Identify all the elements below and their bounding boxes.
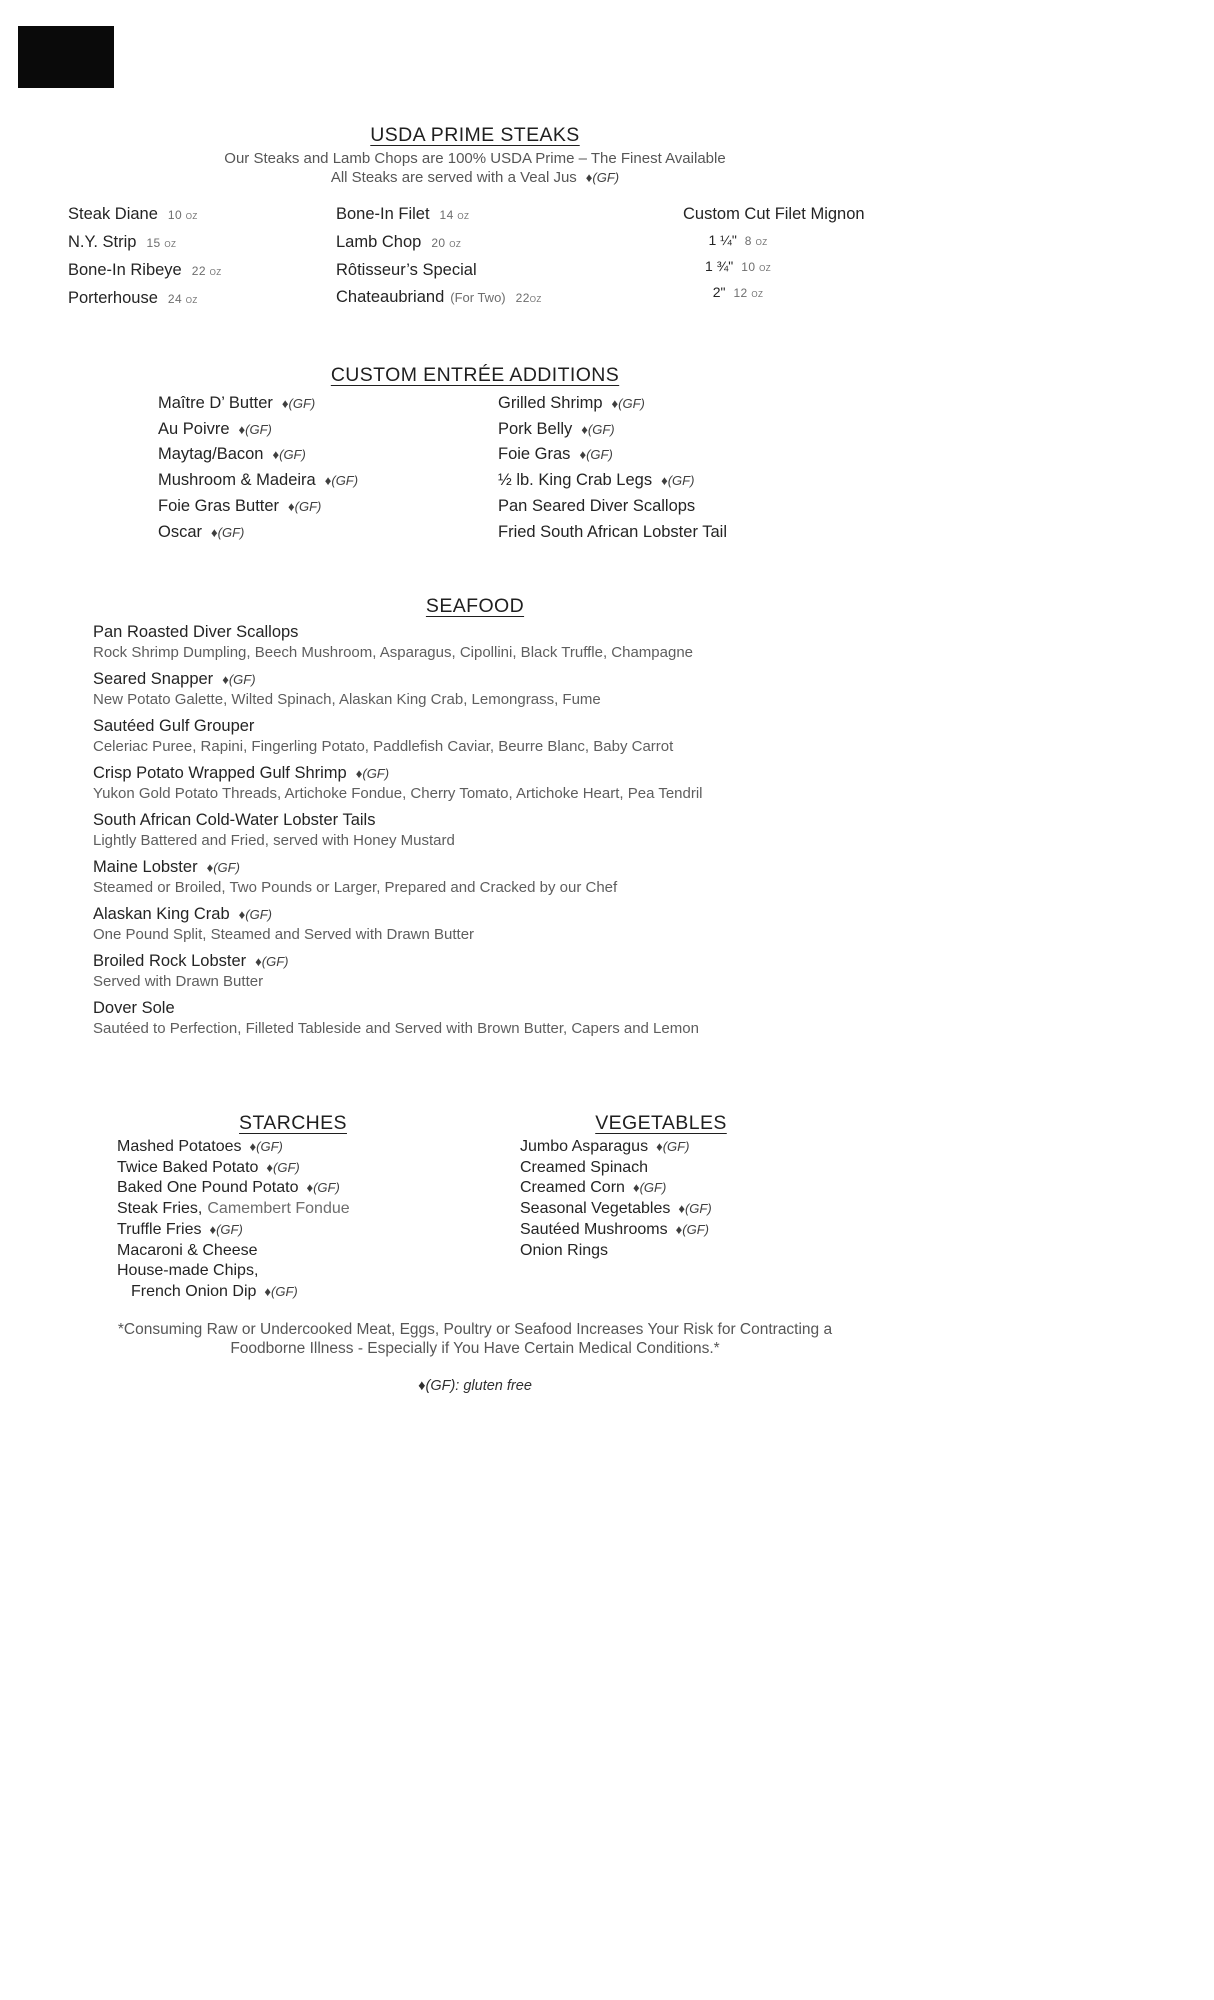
side-name: Creamed Corn <box>520 1179 625 1197</box>
steak-size: 24 oz <box>167 292 198 306</box>
gf-legend: ♦(GF): gluten free <box>418 1378 532 1394</box>
side-name: Jumbo Asparagus <box>520 1138 649 1155</box>
filet-option <box>683 254 793 280</box>
gf-marker: ♦(GF) <box>206 860 240 875</box>
redaction-box <box>18 26 114 88</box>
seafood-item <box>93 857 913 897</box>
steak-name: Rôtisseur’s Special <box>336 261 477 279</box>
gf-marker: ♦(GF) <box>306 1180 340 1196</box>
steak-size: 22oz <box>515 291 542 305</box>
seafood-name: Dover Sole <box>93 999 175 1017</box>
seafood-name: Crisp Potato Wrapped Gulf Shrimp <box>93 764 347 782</box>
seafood-description: Rock Shrimp Dumpling, Beech Mushroom, Asparagus, Cipollini, Black Truffle, Champagne <box>93 644 693 661</box>
starch-item <box>117 1282 469 1303</box>
side-name: Twice Baked Potato <box>117 1158 259 1176</box>
additions-heading: CUSTOM ENTRÉE ADDITIONS <box>330 364 620 386</box>
section-sides <box>0 1112 950 1312</box>
seafood-description: Celeriac Puree, Rapini, Fingerling Potato, Paddlefish Caviar, Beurre Blanc, Baby Carrot <box>93 738 674 755</box>
starch-item <box>117 1158 469 1179</box>
side-name: French Onion Dip <box>131 1282 257 1300</box>
seafood-item <box>93 622 913 662</box>
seafood-name: Seared Snapper <box>93 670 214 688</box>
section-additions <box>0 364 950 551</box>
seafood-heading: SEAFOOD <box>425 595 525 617</box>
section-seafood <box>0 595 950 1045</box>
addition-item <box>498 417 727 443</box>
side-name: Sautéed Mushrooms <box>520 1220 668 1238</box>
starch-item <box>117 1199 469 1220</box>
gf-marker: ♦(GF) <box>272 447 306 463</box>
gf-marker: ♦(GF) <box>288 498 322 514</box>
seafood-name: Pan Roasted Diver Scallops <box>93 623 299 641</box>
vegetables-heading: VEGETABLES <box>595 1112 727 1134</box>
starch-item <box>117 1137 469 1158</box>
addition-item <box>498 468 727 494</box>
seafood-description: Yukon Gold Potato Threads, Artichoke Fondue, Cherry Tomato, Artichoke Heart, Pea Tendril <box>93 785 703 802</box>
steak-name: Steak Diane <box>68 205 158 223</box>
seafood-item <box>93 763 913 803</box>
addition-item <box>498 442 727 468</box>
vegetables-list <box>520 1137 802 1261</box>
vegetable-item <box>520 1241 802 1262</box>
seafood-item <box>93 904 913 944</box>
gf-marker: ♦(GF) <box>238 907 273 922</box>
additions-grid <box>0 391 950 551</box>
steaks-subtitle-2 <box>0 168 950 187</box>
starch-item <box>117 1261 469 1282</box>
steaks-grid <box>0 201 950 313</box>
section-steaks <box>0 124 950 313</box>
seafood-description: New Potato Galette, Wilted Spinach, Alaskan King Crab, Lemongrass, Fume <box>93 691 601 708</box>
filet-cut: 1 ¼" <box>708 232 737 248</box>
side-name: Baked One Pound Potato <box>117 1179 299 1197</box>
filet-options <box>683 228 793 306</box>
steak-size: 22 oz <box>191 264 222 278</box>
gf-marker: ♦(GF) <box>678 1201 712 1217</box>
steak-name: Bone-In Filet <box>336 205 430 223</box>
side-name: Seasonal Vegetables <box>520 1200 671 1218</box>
seafood-description: One Pound Split, Steamed and Served with Drawn Butter <box>93 926 475 943</box>
steak-size: 20 oz <box>431 236 462 250</box>
addition-item <box>158 442 358 468</box>
addition-name: Foie Gras <box>498 445 571 464</box>
steaks-column-middle <box>336 201 542 312</box>
starches-heading: STARCHES <box>239 1112 347 1134</box>
seafood-item <box>93 998 913 1038</box>
steak-name: Porterhouse <box>68 289 158 307</box>
seafood-description: Lightly Battered and Fried, served with Honey Mustard <box>93 832 455 849</box>
addition-name: Oscar <box>158 522 203 541</box>
gf-marker: ♦(GF) <box>656 1139 690 1154</box>
vegetable-item <box>520 1220 802 1241</box>
addition-name: Fried South African Lobster Tail <box>498 522 727 541</box>
seafood-item <box>93 810 913 850</box>
gf-marker: ♦(GF) <box>255 954 289 969</box>
disclaimer-line-1: *Consuming Raw or Undercooked Meat, Eggs, Poultry or Seafood Increases Your Risk for Contracting a <box>117 1321 833 1338</box>
seafood-name: Broiled Rock Lobster <box>93 952 247 970</box>
gf-marker: ♦(GF) <box>266 1159 300 1175</box>
gf-marker: ♦(GF) <box>579 447 613 463</box>
side-name: Onion Rings <box>520 1241 609 1259</box>
filet-option <box>683 228 793 254</box>
steak-item <box>336 284 542 312</box>
seafood-description: Sautéed to Perfection, Filleted Tableside and Served with Brown Butter, Capers and Lemon <box>93 1020 699 1037</box>
addition-name: Maytag/Bacon <box>158 445 264 464</box>
disclaimer-line-2: Foodborne Illness - Especially if You Have Certain Medical Conditions.* <box>230 1340 720 1357</box>
additions-column-left <box>158 391 358 545</box>
gf-marker: ♦(GF) <box>324 473 359 489</box>
addition-item <box>498 494 727 520</box>
side-name: Steak Fries, <box>117 1200 203 1218</box>
gf-marker: ♦(GF) <box>211 524 245 540</box>
addition-name: Pork Belly <box>498 419 573 438</box>
seafood-item <box>93 716 913 756</box>
steaks-column-right <box>683 201 865 306</box>
steaks-column-left <box>68 201 222 313</box>
filet-option <box>683 280 793 306</box>
steak-item <box>68 257 222 285</box>
vegetable-item <box>520 1158 802 1179</box>
disclaimer <box>0 1320 950 1358</box>
addition-item <box>498 391 727 417</box>
addition-item <box>158 468 358 494</box>
filet-mignon-title: Custom Cut Filet Mignon <box>683 205 865 223</box>
filet-size: 10 oz <box>741 260 772 274</box>
gf-marker: ♦(GF) <box>281 396 316 411</box>
seafood-name: Alaskan King Crab <box>93 905 230 923</box>
side-name: Creamed Spinach <box>520 1158 649 1176</box>
filet-size: 8 oz <box>744 234 768 248</box>
gf-marker: ♦(GF) <box>581 421 615 437</box>
seafood-name: South African Cold-Water Lobster Tails <box>93 811 376 829</box>
gf-marker: ♦(GF) <box>675 1221 709 1237</box>
filet-cut: 2" <box>712 284 726 300</box>
steak-item <box>68 285 222 313</box>
steak-item <box>336 257 542 284</box>
seafood-name: Sautéed Gulf Grouper <box>93 717 255 735</box>
addition-name: Mushroom & Madeira <box>158 471 316 490</box>
seafood-list <box>93 622 913 1038</box>
filet-size: 12 oz <box>733 286 764 300</box>
steaks-subtitle-1: Our Steaks and Lamb Chops are 100% USDA Prime – The Finest Available <box>224 150 726 167</box>
gf-marker: ♦(GF) <box>238 421 272 437</box>
addition-name: Grilled Shrimp <box>498 394 603 412</box>
steak-item <box>336 201 542 229</box>
addition-item <box>158 520 358 546</box>
addition-name: Foie Gras Butter <box>158 496 280 515</box>
side-name: Mashed Potatoes <box>117 1138 242 1155</box>
steak-size: 15 oz <box>146 236 177 250</box>
steaks-heading: USDA PRIME STEAKS <box>370 124 580 146</box>
side-name: House-made Chips, <box>117 1262 259 1280</box>
steak-item <box>336 229 542 257</box>
steak-name: Bone-In Ribeye <box>68 261 182 279</box>
seafood-name: Maine Lobster <box>93 858 198 876</box>
seafood-description: Served with Drawn Butter <box>93 973 264 990</box>
addition-name: Maître D’ Butter <box>158 394 273 412</box>
gf-marker: ♦(GF) <box>611 396 645 411</box>
addition-name: Au Poivre <box>158 419 230 438</box>
starch-item <box>117 1178 469 1199</box>
gf-marker: ♦(GF) <box>585 170 620 185</box>
steak-size: 14 oz <box>439 208 470 222</box>
addition-item <box>158 494 358 520</box>
seafood-description: Steamed or Broiled, Two Pounds or Larger, Prepared and Cracked by our Chef <box>93 879 618 896</box>
gf-marker: ♦(GF) <box>264 1283 298 1299</box>
steak-size: 10 oz <box>167 208 198 222</box>
addition-name: ½ lb. King Crab Legs <box>498 471 653 490</box>
filet-cut: 1 ¾" <box>704 258 734 274</box>
side-suffix: Camembert Fondue <box>207 1200 350 1218</box>
addition-name: Pan Seared Diver Scallops <box>498 496 696 515</box>
starch-item <box>117 1241 469 1262</box>
steak-name: Lamb Chop <box>336 233 422 251</box>
steak-name: N.Y. Strip <box>68 233 137 251</box>
starches-column <box>117 1112 469 1303</box>
side-name: Truffle Fries <box>117 1220 202 1238</box>
gf-marker: ♦(GF) <box>222 672 256 687</box>
gf-marker: ♦(GF) <box>661 473 695 489</box>
addition-item <box>498 520 727 546</box>
gf-marker: ♦(GF) <box>632 1180 667 1196</box>
steak-note: (For Two) <box>450 290 506 305</box>
seafood-item <box>93 951 913 991</box>
vegetable-item <box>520 1178 802 1199</box>
steaks-subtitle-2-text: All Steaks are served with a Veal Jus <box>330 169 577 186</box>
starch-item <box>117 1220 469 1241</box>
additions-column-right <box>498 391 727 545</box>
steak-item <box>68 229 222 257</box>
addition-item <box>158 417 358 443</box>
steak-name: Chateaubriand <box>336 288 445 306</box>
vegetables-column <box>520 1112 802 1261</box>
seafood-item <box>93 669 913 709</box>
addition-item <box>158 391 358 417</box>
gf-marker: ♦(GF) <box>249 1139 283 1154</box>
steak-item <box>68 201 222 229</box>
vegetable-item <box>520 1137 802 1158</box>
gf-marker: ♦(GF) <box>209 1221 243 1237</box>
vegetable-item <box>520 1199 802 1220</box>
gf-marker: ♦(GF) <box>355 766 390 781</box>
starches-list <box>117 1137 469 1303</box>
side-name: Macaroni & Cheese <box>117 1241 258 1259</box>
